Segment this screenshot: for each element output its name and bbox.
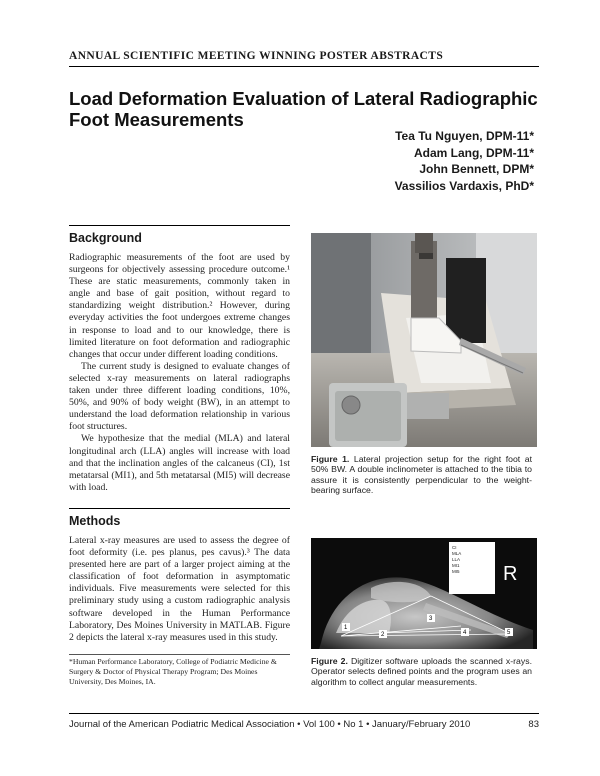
background-heading: Background bbox=[69, 231, 142, 245]
page-footer bbox=[69, 719, 539, 730]
xray-side-marker: R bbox=[503, 563, 518, 585]
footer-rule bbox=[69, 713, 539, 714]
figure-1-caption bbox=[311, 454, 532, 496]
figure-1-label: Figure 1. bbox=[311, 454, 350, 464]
methods-heading: Methods bbox=[69, 514, 121, 528]
background-body bbox=[69, 252, 290, 494]
article-title: Load Deformation Evaluation of Lateral Radiographic Foot Measurements bbox=[69, 88, 538, 130]
header-rule bbox=[69, 66, 539, 67]
author: Tea Tu Nguyen, DPM-11* bbox=[395, 129, 534, 143]
figure-1-photo bbox=[311, 233, 537, 447]
svg-text:MI1: MI1 bbox=[452, 563, 460, 568]
xray-marker: 2 bbox=[381, 632, 385, 638]
background-rule bbox=[69, 225, 290, 226]
paragraph: Lateral x-ray measures are used to assess the degree of foot deformity (i.e. pes planus, pes cavus).³ The data presented here are part of a larger project aiming at the classification of foot deformation in asymptomatic individuals. Five measurements were selected for this preliminary study using a custom radiographic analysis software developed in the Human Performance Laboratory, Des Moines University in MATLAB. Figure 2 depicts the lateral x-ray measures used in this study. bbox=[69, 535, 290, 643]
page-number: 83 bbox=[528, 719, 539, 730]
paragraph: Radiographic measurements of the foot are used by surgeons for objectively assessing procedure outcome.¹ These are static measurements, commonly taken in angle and base of gait position, without regard to standardizing weight distribution.² However, during everyday activities the foot undergoes extreme changes in response to load and to our knowledge, there is limited literature on foot deformation and radiographic changes that occur under different loading conditions. bbox=[69, 252, 290, 360]
paragraph: We hypothesize that the medial (MLA) and lateral longitudinal arch (LLA) angles will increase with load and that the inclination angles of the calcaneus (CI), 1st metatarsal (MI1), and 5th metatarsal (MI5) will decrease with load. bbox=[69, 433, 290, 493]
author: John Bennett, DPM* bbox=[419, 162, 534, 176]
xray-marker: 5 bbox=[507, 630, 511, 636]
author: Adam Lang, DPM-11* bbox=[413, 145, 534, 160]
author: Vassilios Vardaxis, PhD* bbox=[394, 178, 534, 193]
svg-text:MI5: MI5 bbox=[452, 569, 460, 574]
svg-text:CI: CI bbox=[452, 545, 457, 550]
journal-citation: Journal of the American Podiatric Medical Association • Vol 100 • No 1 • January/February 2010 bbox=[69, 719, 471, 730]
figure-2-caption-text: Digitizer software uploads the scanned x-rays. Operator selects defined points and the program uses an algorithm to collect angular measurements. bbox=[311, 656, 532, 687]
methods-rule bbox=[69, 508, 290, 509]
xray-marker: 3 bbox=[429, 616, 433, 622]
running-header: ANNUAL SCIENTIFIC MEETING WINNING POSTER ABSTRACTS bbox=[69, 50, 444, 62]
xray-marker: 4 bbox=[463, 630, 467, 636]
svg-text:LLA: LLA bbox=[452, 557, 461, 562]
figure-2-xray bbox=[311, 538, 537, 649]
author-list bbox=[395, 128, 534, 194]
methods-body bbox=[69, 535, 290, 644]
xray-marker: 1 bbox=[344, 625, 348, 631]
figure-2-caption bbox=[311, 656, 532, 687]
paragraph: The current study is designed to evaluate changes of selected x-ray measurements on lateral radiographs taken under three different loading conditions, 10%, 50%, and 90% of body weight (BW), in an attempt to understand the load deformation relationship in various foot structures. bbox=[69, 360, 290, 433]
footnote: *Human Performance Laboratory, College of Podiatric Medicine & Surgery & Doctor of Physical Therapy Program; Des Moines University, Des Moines, IA. bbox=[69, 657, 277, 686]
svg-text:MLA: MLA bbox=[452, 551, 462, 556]
figure-1-caption-text: Lateral projection setup for the right foot at 50% BW. A double inclinometer is attached to the tibia to assure it is consistently perpendicular to the weight-bearing surface. bbox=[311, 454, 532, 496]
figure-2-label: Figure 2. bbox=[311, 656, 348, 666]
footnote-rule bbox=[69, 654, 290, 655]
